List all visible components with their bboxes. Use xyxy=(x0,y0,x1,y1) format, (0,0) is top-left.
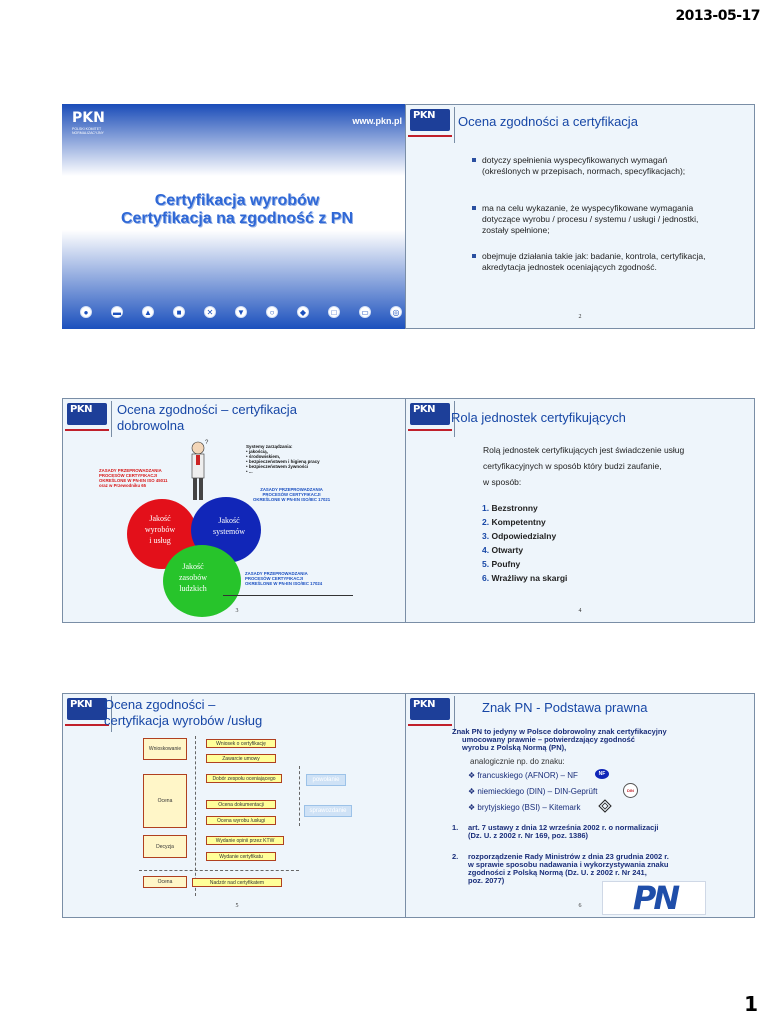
step-product-assessment: Ocena wyrobu /usługi xyxy=(206,816,276,825)
intro-line: certyfikacyjnych w sposób który budzi zaufanie, xyxy=(483,461,662,471)
pn-logo: PN xyxy=(632,879,678,917)
list-item: 2. Kompetentny xyxy=(482,517,546,527)
target-icon: ◎ xyxy=(390,306,402,318)
item-line: w sprawie sposobu nadawania i wykorzystywania znaku xyxy=(468,860,669,869)
item-number: 1. xyxy=(452,823,459,832)
circle-label-line: i usług xyxy=(149,536,171,545)
bullet-2 xyxy=(482,203,714,236)
side-connector xyxy=(299,766,300,826)
pkn-logo-mark: PKN xyxy=(72,110,105,126)
step-certificate-issue: Wydanie certyfikatu xyxy=(206,852,276,861)
logo-underline xyxy=(65,429,109,431)
intro-line: Znak PN to jedyny w Polsce dobrowolny znak certyfikacyjny xyxy=(452,727,667,736)
systems-heading: Systemy zarządzania: xyxy=(246,444,293,449)
pkn-logo-mark: PKN xyxy=(413,699,435,710)
mark-nf: ❖ francuskiego (AFNOR) – NF xyxy=(468,771,578,780)
phase-surveillance: Ocena xyxy=(143,876,187,888)
din-mark-icon: DIN xyxy=(623,783,638,798)
pkn-logo xyxy=(67,403,107,425)
note-line: ZASADY PRZEPROWADZANIA xyxy=(99,468,162,473)
step-team-selection: Dobór zespołu oceniającego xyxy=(206,774,282,783)
note-line: PROCESÓW CERTYFIKACJI xyxy=(245,576,304,581)
mug-icon: ■ xyxy=(173,306,185,318)
slide-3 xyxy=(62,398,412,623)
bullet-marker xyxy=(472,158,476,162)
slide-1 xyxy=(62,104,412,329)
pkn-logo xyxy=(67,698,107,720)
item-line: zgodności z Polską Normą (Dz. U. z 2002 r. Nr 241, xyxy=(468,868,647,877)
bullet-text: ma na celu wykazanie, że wyspecyfikowane wymagania dotyczące wyrobu / procesu / systemu / usługi / jednostki, zostały spełnione; xyxy=(482,203,699,235)
print-date: 2013-05-17 xyxy=(675,8,760,24)
tools-icon: ✕ xyxy=(204,306,216,318)
nf-mark-icon: NF xyxy=(595,769,609,779)
slide-5-title-line-1: Ocena zgodności – xyxy=(104,697,216,712)
appointment-button: powołanie xyxy=(306,774,346,786)
bullet-text: obejmuje działania takie jak: badanie, kontrola, certyfikacja, akredytacja jednostek oceniających zgodność. xyxy=(482,251,706,272)
slide-4 xyxy=(405,398,755,623)
item-line: (Dz. U. z 2002 r. Nr 169, poz. 1386) xyxy=(468,831,589,840)
slide-number: 4 xyxy=(578,608,582,614)
logo-underline xyxy=(408,135,452,137)
circle-label-line: Jakość xyxy=(218,516,240,525)
circle-green-label xyxy=(169,561,217,594)
legal-basis-1 xyxy=(452,824,742,840)
thinking-person-figure xyxy=(183,439,213,505)
note-line: oraz w Przewodniku 65 xyxy=(99,483,147,488)
circle-label-line: zasobów xyxy=(179,573,207,582)
step-documentation-review: Ocena dokumentacji xyxy=(206,800,276,809)
slide-6-title: Znak PN - Podstawa prawna xyxy=(482,700,648,715)
kitemark-icon xyxy=(598,799,612,813)
note-line: OKREŚLONE W PN-EN ISO/IEC 17024 xyxy=(245,581,323,586)
note-line: ZASADY PRZEPROWADZANIA xyxy=(245,571,308,576)
slide-1-title-line-2: Certyfikacja na zgodność z PN xyxy=(120,210,354,227)
slide-3-title-line-1: Ocena zgodności – certyfikacja xyxy=(117,402,297,417)
laptop-icon: ▭ xyxy=(359,306,371,318)
mark-text: brytyjskiego (BSI) – Kitemark xyxy=(477,803,581,812)
slide-number: 3 xyxy=(235,608,239,614)
header-divider xyxy=(111,401,112,437)
list-item: 3. Odpowiedzialny xyxy=(482,531,557,541)
qualities-list xyxy=(482,501,567,585)
phase-assessment: Ocena xyxy=(143,774,187,828)
slide-5-title-line-2: certyfikacja wyrobów /usług xyxy=(104,713,263,728)
pkn-logo xyxy=(410,109,450,131)
list-item: 5. Poufny xyxy=(482,559,521,569)
report-button: sprawozdanie xyxy=(304,805,352,817)
note-line: ZASADY PRZEPROWADZANIA xyxy=(260,487,323,492)
bottom-rule xyxy=(223,595,353,596)
slide-number: 2 xyxy=(578,314,582,320)
bullet-3 xyxy=(482,251,714,273)
intro-line: umocowany prawnie – potwierdzający zgodność xyxy=(462,735,635,744)
note-iso-17021 xyxy=(253,487,330,502)
phase-decision: Decyzja xyxy=(143,835,187,858)
circle-label-line: ludzkich xyxy=(179,584,207,593)
logo-underline xyxy=(408,724,452,726)
car-icon: ▬ xyxy=(113,308,121,317)
item-line: art. 7 ustawy z dnia 12 września 2002 r. o normalizacji xyxy=(468,823,659,832)
page-number: 1 xyxy=(744,992,758,1016)
circle-blue-label xyxy=(203,515,255,537)
pkn-logo xyxy=(410,698,450,720)
system-item: • bezpieczeństwem żywności xyxy=(246,464,309,469)
step-application: Wniosek o certyfikację xyxy=(206,739,276,748)
note-line: PROCESÓW CERTYFIKACJI xyxy=(262,492,321,497)
pkn-logo-mark: PKN xyxy=(413,110,435,121)
pkn-logo-mark: PKN xyxy=(70,699,92,710)
note-iso-17024 xyxy=(245,571,322,586)
slide-3-title-line-2: dobrowolna xyxy=(117,418,185,433)
list-item: 6. Wrażliwy na skargi xyxy=(482,573,568,583)
step-surveillance: Nadzór nad certyfikatem xyxy=(192,878,282,887)
house-icon: ▲ xyxy=(142,306,154,318)
analog-label: analogicznie np. do znaku: xyxy=(470,757,565,766)
svg-text:?: ? xyxy=(205,440,209,446)
step-ktw-opinion: Wydanie opinii przez KTW xyxy=(206,836,284,845)
circle-label-line: Jakość xyxy=(182,562,204,571)
pkn-logo-mark: PKN xyxy=(413,404,435,415)
bullet-text: dotyczy spełnienia wyspecyfikowanych wymagań (określonych w przepisach, normach, specyfikacjach); xyxy=(482,155,686,176)
bullet-marker xyxy=(472,206,476,210)
note-line: OKREŚLONE W PN-EN ISO/IEC 17021 xyxy=(253,497,331,502)
system-item: • środowiskiem, xyxy=(246,454,281,459)
header-divider xyxy=(454,107,455,143)
slide-number: 5 xyxy=(235,903,239,909)
mark-din: ❖ niemieckiego (DIN) – DIN-Geprüft xyxy=(468,787,598,796)
phase-divider xyxy=(195,736,196,896)
pkn-logo-mark: PKN xyxy=(70,404,92,415)
screen-icon: □ xyxy=(328,306,340,318)
step-contract: Zawarcie umowy xyxy=(206,754,276,763)
management-systems-list xyxy=(246,444,320,474)
intro-line: w sposób: xyxy=(483,477,522,487)
system-item: • bezpieczeństwem i higieną pracy xyxy=(246,459,320,464)
list-item: 1. Bezstronny xyxy=(482,503,538,513)
slide-6 xyxy=(405,693,755,918)
pn-intro xyxy=(452,728,748,752)
cup-icon: ▼ xyxy=(235,306,247,318)
mark-kitemark: ❖ brytyjskiego (BSI) – Kitemark xyxy=(468,803,581,812)
icon-strip xyxy=(80,306,402,320)
bullet-marker xyxy=(472,254,476,258)
slide-1-title-line-1: Certyfikacja wyrobów xyxy=(154,192,320,209)
pkn-logo xyxy=(410,403,450,425)
slide-4-title: Rola jednostek certyfikujących xyxy=(451,410,626,425)
item-line: rozporządzenie Rady Ministrów z dnia 23 grudnia 2002 r. xyxy=(468,852,669,861)
system-item: • jakością, xyxy=(246,449,268,454)
pkn-logo-subtext: POLSKI KOMITET NORMALIZACYJNY xyxy=(72,127,104,135)
system-item: • ... xyxy=(246,469,253,474)
intro-line: wyrobu z Polską Normą (PN), xyxy=(462,743,567,752)
slide-4-intro xyxy=(483,444,733,489)
intro-line: Rolą jednostek certyfikujących jest świadczenie usług xyxy=(483,445,685,455)
logo-underline xyxy=(65,724,109,726)
person-icon: ● xyxy=(80,306,92,318)
slide-2 xyxy=(405,104,755,329)
item-line: poz. 2077) xyxy=(468,876,505,885)
note-line: PROCESÓW CERTYFIKACJI xyxy=(99,473,158,478)
item-number: 2. xyxy=(452,852,459,861)
phase-separator xyxy=(139,870,299,871)
circle-label-line: wyrobów xyxy=(144,525,176,534)
bullet-1 xyxy=(482,155,714,177)
slide-number: 6 xyxy=(578,903,582,909)
globe-icon: ○ xyxy=(266,306,278,318)
mark-text: niemieckiego (DIN) – DIN-Geprüft xyxy=(477,787,598,796)
note-iso-45011 xyxy=(99,468,168,488)
circle-label-line: systemów xyxy=(213,527,245,536)
website-url: www.pkn.pl xyxy=(352,116,402,126)
note-line: OKREŚLONE W PN-EN ISO 45011 xyxy=(99,478,168,483)
circle-label-line: Jakość xyxy=(149,514,171,523)
circle-red-label xyxy=(135,513,185,546)
pn-logo-box xyxy=(602,881,706,915)
logo-underline xyxy=(408,429,452,431)
slide-5 xyxy=(62,693,412,918)
list-item: 4. Otwarty xyxy=(482,545,524,555)
slide-2-title: Ocena zgodności a certyfikacja xyxy=(458,114,638,129)
lightbulb-icon: ◆ xyxy=(297,306,309,318)
phase-application: Wnioskowanie xyxy=(143,738,187,760)
pkn-logo xyxy=(70,110,118,144)
mark-text: francuskiego (AFNOR) – NF xyxy=(477,771,578,780)
